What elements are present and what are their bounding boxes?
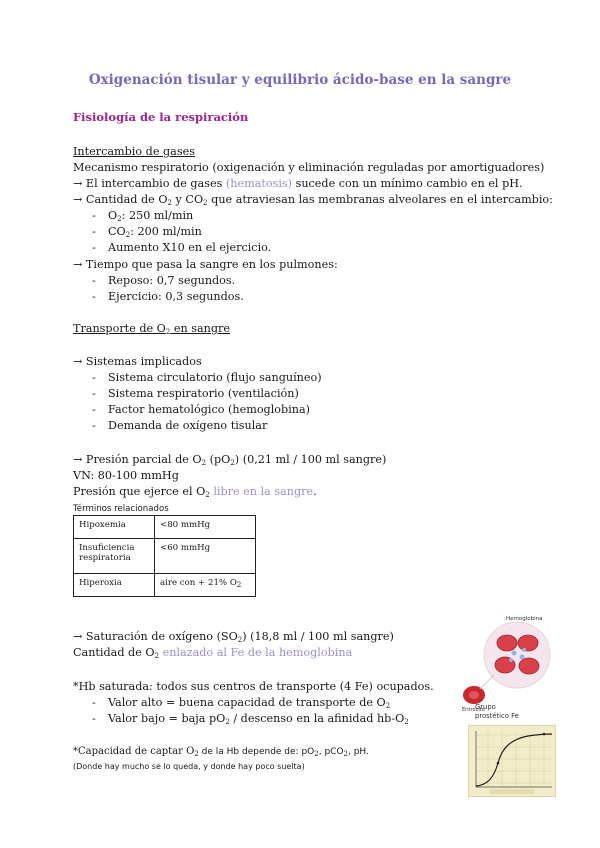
section-heading: Fisiología de la respiración [73,110,249,124]
low-value: - Valor bajo = baja $pO_2$ / descenso en la afinidad $hb-O_2$ [92,712,409,726]
capacity-explanation: (Donde hay mucho se lo queda, y donde hay poco suelta) [73,762,305,771]
hb-subunit [519,658,539,674]
partial-pressure-line: → Presión parcial de $O_2$ $(pO_2)$ (0,21 ml / 100 ml sangre) [73,453,387,467]
transport-heading: Transporte de $O_2$ en sangre [73,322,231,336]
capacity-note: *Capacidad de captar $O_2$ de la Hb depende de: $pO_2$, pCO$_2$, pH. [73,746,369,758]
erythrocyte-label: Eritrocito [462,707,485,713]
hb-subunit [518,635,538,651]
o2-rate: - $O_2$: 250 ml/min [92,209,194,223]
pressure-definition: Presión que ejerce el $O_2$ libre en la sangre. [73,485,317,499]
amount-line: → Cantidad de $O_2$ y $CO_2$ que atraviesan las membranas alveolares en el intercambio: [73,193,553,207]
time-title: → Tiempo que pasa la sangre en los pulmones: [73,258,338,271]
systems-title: → Sistemas implicados [73,355,202,368]
list-item: - Demanda de oxígeno tisular [92,419,268,432]
table-row: Hiperoxia aire con + 21% $O_2$ [74,574,256,597]
co2-rate: - $CO_2$: 200 ml/min [92,225,202,239]
exchange-line: → El intercambio de gases (hematosis) sucede con un mínimo cambio en el pH. [73,177,523,190]
dissociation-curve-illustration [468,725,556,797]
hemoglobin-circle [484,622,550,688]
list-item: - Sistema circulatorio (flujo sanguíneo) [92,371,322,384]
gas-exchange-heading: Intercambio de gases [73,145,195,158]
mechanism-text: Mecanismo respiratorio (oxigenación y eliminación reguladas por amortiguadores) [73,161,545,174]
rest-time: - Reposo: 0,7 segundos. [92,274,236,287]
page-title: Oxigenación tisular y equilibrio ácido-base en la sangre [88,72,512,88]
saturation-line: → Saturación de oxígeno $(SO_2)$ (18,8 ml / 100 ml sangre) [73,630,394,644]
exercise-increase: - Aumento X10 en el ejercicio. [92,241,272,254]
list-item: - Sistema respiratorio (ventilación) [92,387,299,400]
normal-value: VN: 80-100 mmHg [73,469,179,482]
saturation-definition: Cantidad de $O_2$ enlazado al Fe de la hemoglobina [73,646,353,660]
high-value: - Valor alto = buena capacidad de transporte de $O_2$ [92,696,391,710]
hb-saturated-note: *Hb saturada: todos sus centros de transporte (4 Fe) ocupados. [73,680,434,693]
terms-table [73,515,256,597]
hematosis-term: (hematosis) [225,177,293,190]
figure-caption: Grupo prostético Fe [475,703,519,720]
table-row: Hipoxemia <80 mmHg [74,516,256,539]
list-item: - Factor hematológico (hemoglobina) [92,403,311,416]
hb-subunit [497,635,517,651]
exercise-time: - Ejercicio: 0,3 segundos. [92,290,244,303]
table-row: Insuficiencia respiratoria <60 mmHg [74,539,256,574]
related-terms-label: Términos relacionados [73,504,169,514]
hemoglobin-label: Hemoglobina [506,616,543,622]
